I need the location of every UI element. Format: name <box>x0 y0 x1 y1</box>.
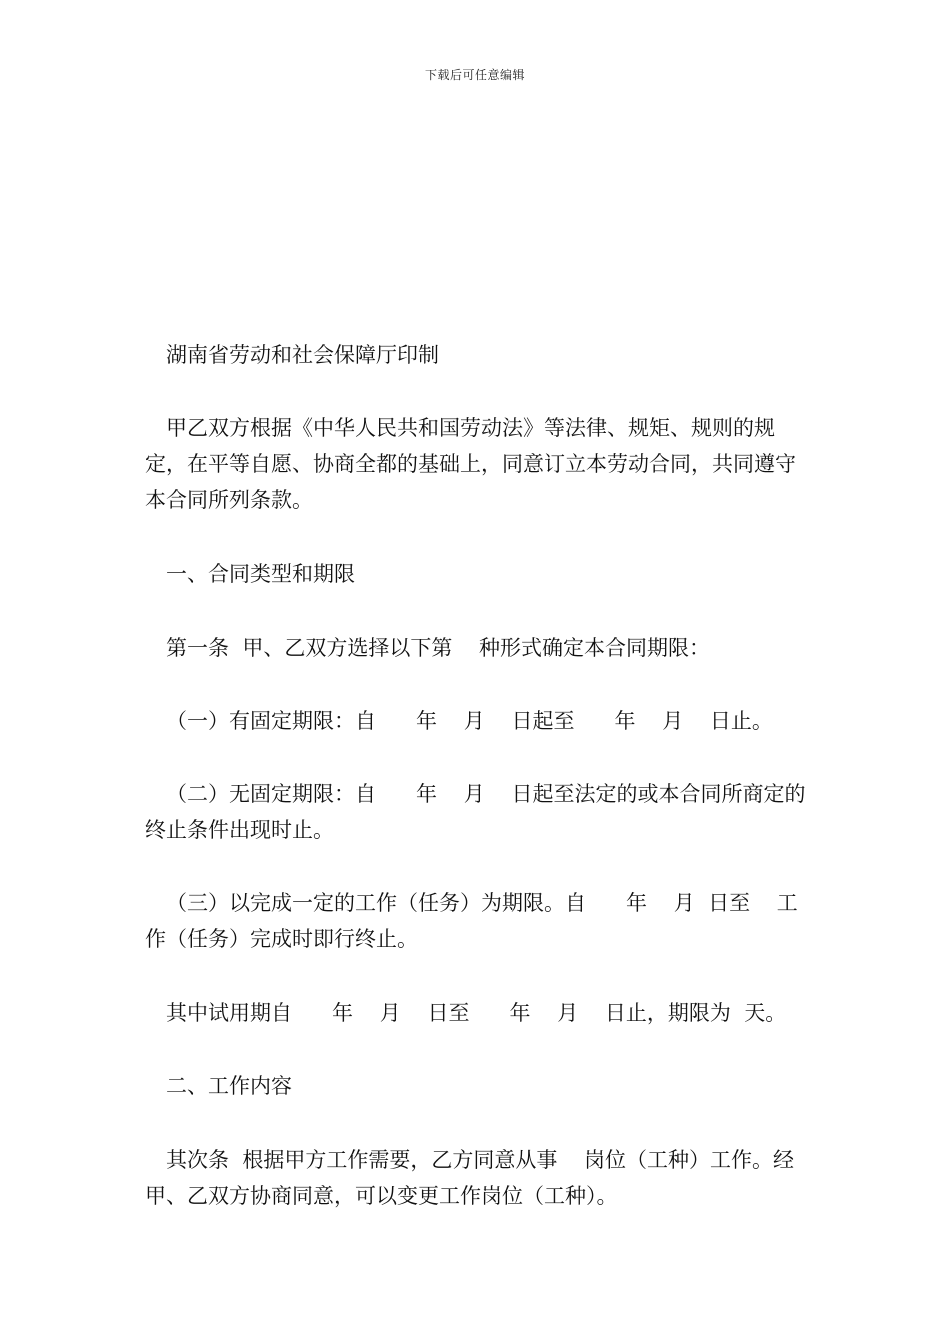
article-1: 第一条 甲、乙双方选择以下第 种形式确定本合同期限： <box>166 636 711 660</box>
page-header-note: 下载后可任意编辑 <box>424 68 525 82</box>
term-option-1: （一）有固定期限：自 年 月 日起至 年 月 日止。 <box>166 709 773 733</box>
section-2-title: 二、工作内容 <box>166 1074 292 1098</box>
term-option-3: （三）以完成一定的工作（任务）为期限。自 年 月 日至 工作（任务）完成时即行终止。 <box>145 891 798 951</box>
term-option-2: （二）无固定期限：自 年 月 日起至法定的或本合同所商定的终止条件出现时止。 <box>145 782 806 842</box>
preamble-paragraph: 甲乙双方根据《中华人民共和国劳动法》等法律、规矩、规则的规定，在平等自愿、协商全都的基础上，同意订立本劳动合同，共同遵守本合同所列条款。 <box>145 416 796 512</box>
issuer-line: 湖南省劳动和社会保障厅印制 <box>166 343 439 367</box>
article-2: 其次条 根据甲方工作需要，乙方同意从事 岗位（工种）工作。经甲、乙双方协商同意，可以变更工作岗位（工种）。 <box>145 1148 795 1208</box>
section-1-title: 一、合同类型和期限 <box>166 562 355 586</box>
probation-period: 其中试用期自 年 月 日至 年 月 日止，期限为 天。 <box>166 1001 787 1025</box>
